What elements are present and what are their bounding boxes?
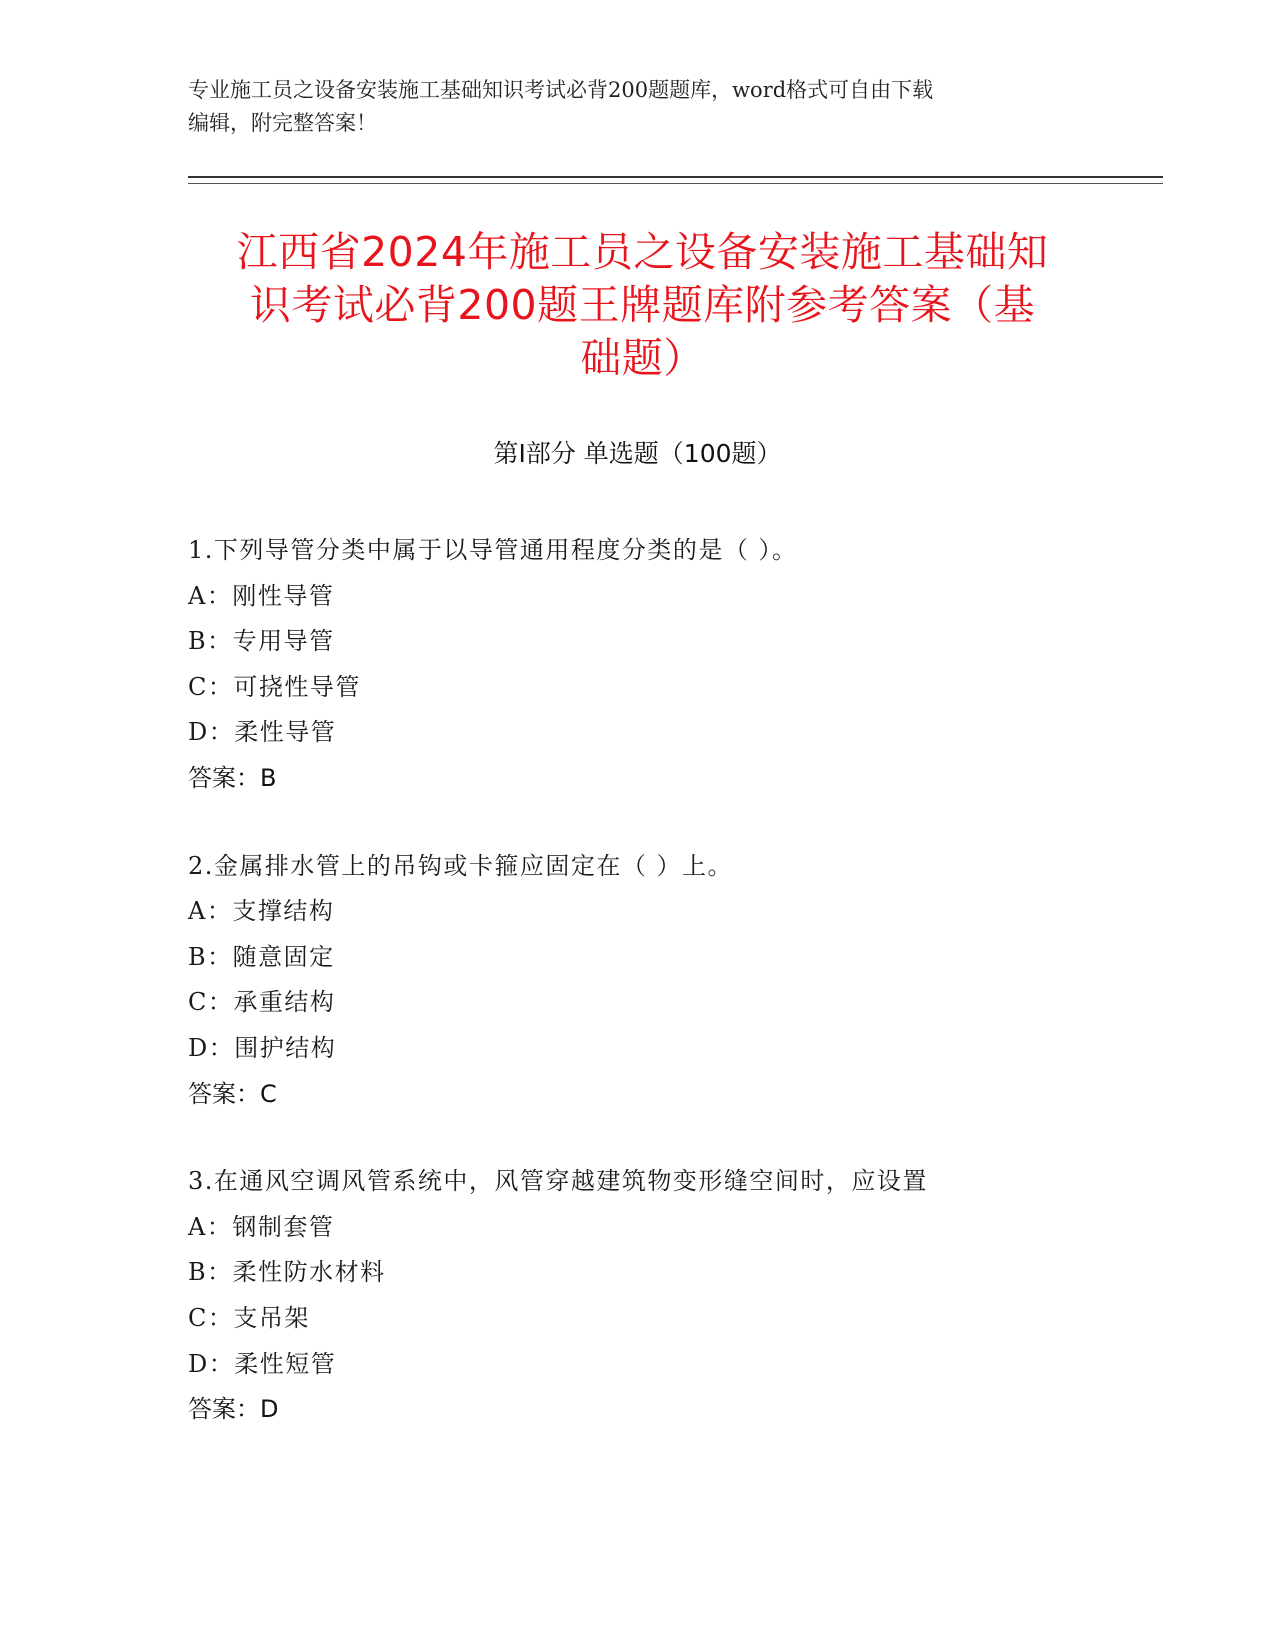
option-b: B：专用导管 [188,627,335,656]
answer: 答案：C [188,1079,277,1108]
title-line-2: 识考试必背200题王牌题库附参考答案（基 [249,281,1036,329]
question-3 [188,1159,1088,1433]
question-list [188,528,1088,1475]
header-note-line-2: 编辑，附完整答案！ [188,111,377,135]
option-c: C：支吊架 [188,1303,310,1332]
question-2 [188,844,1088,1118]
header-divider-thick [188,176,1163,178]
option-c: C：可挠性导管 [188,672,361,701]
option-d: D：柔性导管 [188,718,337,747]
question-stem: 1.下列导管分类中属于以导管通用程度分类的是（ ）。 [188,536,798,564]
option-b: B：柔性防水材料 [188,1258,386,1287]
option-b: B：随意固定 [188,942,335,971]
option-a: A：钢制套管 [188,1212,335,1241]
section-heading: 第Ⅰ部分 单选题（100题） [493,439,782,468]
header-note [188,74,1088,140]
question-stem: 2.金属排水管上的吊钩或卡箍应固定在（ ）上。 [188,851,734,880]
header-divider-thin [188,183,1163,184]
question-stem: 3.在通风空调风管系统中，风管穿越建筑物变形缝空间时，应设置 [188,1167,928,1196]
title-line-1: 江西省2024年施工员之设备安装施工基础知 [236,228,1049,276]
answer: 答案：B [188,763,277,792]
option-d: D：柔性短管 [188,1349,337,1378]
option-c: C：承重结构 [188,988,336,1017]
question-1 [188,528,1088,802]
option-d: D：围护结构 [188,1033,337,1062]
option-a: A：支撑结构 [188,897,335,926]
answer: 答案：D [188,1395,279,1424]
option-a: A：刚性导管 [188,581,335,610]
title-line-3: 础题） [580,334,705,382]
document-title [170,226,1115,385]
header-note-line-1: 专业施工员之设备安装施工基础知识考试必背200题题库，word格式可自由下载 [188,78,934,102]
